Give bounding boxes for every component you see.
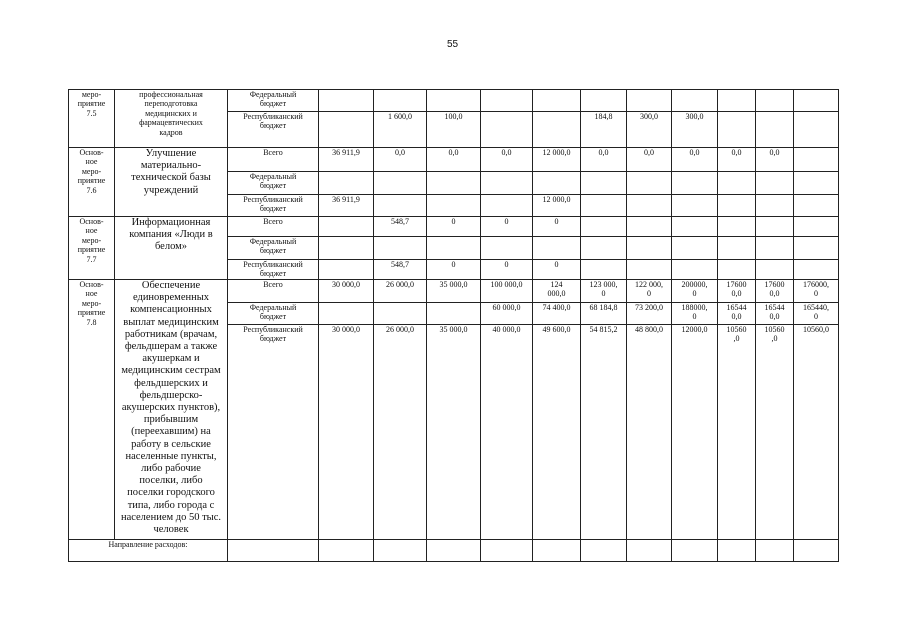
amount-cell	[672, 540, 718, 562]
measure-code: Основ- ное меро- приятие 7.7	[69, 217, 115, 280]
amount-cell	[794, 217, 839, 237]
amount-cell	[756, 112, 794, 148]
amount-cell	[794, 540, 839, 562]
measure-name: Информационная компания «Люди в белом»	[115, 217, 228, 280]
amount-cell	[672, 237, 718, 260]
amount-cell: 300,0	[627, 112, 672, 148]
amount-cell	[427, 172, 481, 195]
amount-cell: 0,0	[374, 148, 427, 172]
page-number: 55	[446, 39, 459, 50]
amount-cell	[228, 540, 319, 562]
amount-cell	[794, 195, 839, 217]
amount-cell: 60 000,0	[481, 303, 533, 325]
amount-cell	[756, 195, 794, 217]
amount-cell: 100 000,0	[481, 280, 533, 303]
amount-cell	[672, 172, 718, 195]
amount-cell: 100,0	[427, 112, 481, 148]
amount-cell: 10560 ,0	[718, 325, 756, 540]
amount-cell: 123 000, 0	[581, 280, 627, 303]
amount-cell	[718, 90, 756, 112]
measure-code: Основ- ное меро- приятие 7.8	[69, 280, 115, 540]
amount-cell	[533, 540, 581, 562]
funding-source: Федеральный бюджет	[228, 237, 319, 260]
funding-source: Всего	[228, 280, 319, 303]
amount-cell	[374, 195, 427, 217]
amount-cell	[481, 237, 533, 260]
amount-cell	[581, 217, 627, 237]
amount-cell	[581, 237, 627, 260]
amount-cell	[581, 172, 627, 195]
amount-cell	[756, 90, 794, 112]
amount-cell	[756, 217, 794, 237]
amount-cell: 200000, 0	[672, 280, 718, 303]
amount-cell	[319, 303, 374, 325]
amount-cell	[718, 237, 756, 260]
amount-cell: 49 600,0	[533, 325, 581, 540]
amount-cell: 73 200,0	[627, 303, 672, 325]
amount-cell: 26 000,0	[374, 325, 427, 540]
amount-cell: 26 000,0	[374, 280, 427, 303]
amount-cell	[627, 260, 672, 280]
amount-cell	[427, 303, 481, 325]
amount-cell	[581, 195, 627, 217]
table-row	[69, 148, 839, 172]
amount-cell	[374, 172, 427, 195]
amount-cell	[718, 112, 756, 148]
measure-name: Обеспечение единовременных компенсационных выплат медицинским работникам (врачам, фельдшерам а также акушеркам и медицинским сестрам фельдшерских и фельдшерско- акушерских пунктов), прибывшим (переехавшим) на работу в сельские населенные пункты, либо рабочие поселки, либо поселки городского типа, либо города с населением до 50 тыс. человек	[115, 280, 228, 540]
amount-cell: 10560,0	[794, 325, 839, 540]
amount-cell	[533, 237, 581, 260]
amount-cell	[718, 540, 756, 562]
amount-cell: 122 000, 0	[627, 280, 672, 303]
amount-cell: 1 600,0	[374, 112, 427, 148]
amount-cell	[319, 237, 374, 260]
amount-cell: 0,0	[581, 148, 627, 172]
amount-cell	[319, 260, 374, 280]
budget-table	[68, 89, 839, 562]
amount-cell	[794, 237, 839, 260]
amount-cell	[672, 90, 718, 112]
amount-cell: 16544 0,0	[718, 303, 756, 325]
amount-cell	[794, 172, 839, 195]
funding-source: Федеральный бюджет	[228, 90, 319, 112]
funding-source: Федеральный бюджет	[228, 303, 319, 325]
amount-cell	[427, 195, 481, 217]
amount-cell	[533, 90, 581, 112]
funding-source: Всего	[228, 148, 319, 172]
funding-source: Всего	[228, 217, 319, 237]
amount-cell: 12 000,0	[533, 195, 581, 217]
amount-cell: 17600 0,0	[718, 280, 756, 303]
amount-cell	[319, 172, 374, 195]
amount-cell: 0,0	[756, 148, 794, 172]
amount-cell: 36 911,9	[319, 148, 374, 172]
amount-cell: 188000, 0	[672, 303, 718, 325]
amount-cell	[374, 237, 427, 260]
amount-cell: 10560 ,0	[756, 325, 794, 540]
amount-cell	[794, 148, 839, 172]
amount-cell	[427, 237, 481, 260]
amount-cell	[481, 195, 533, 217]
amount-cell: 548,7	[374, 217, 427, 237]
amount-cell: 0	[427, 260, 481, 280]
amount-cell: 165440, 0	[794, 303, 839, 325]
funding-source: Республиканский бюджет	[228, 195, 319, 217]
amount-cell: 176000, 0	[794, 280, 839, 303]
amount-cell	[672, 217, 718, 237]
amount-cell	[581, 260, 627, 280]
amount-cell	[756, 237, 794, 260]
amount-cell: 0	[481, 217, 533, 237]
amount-cell	[627, 195, 672, 217]
amount-cell: 0	[427, 217, 481, 237]
amount-cell: 0	[533, 260, 581, 280]
amount-cell	[718, 217, 756, 237]
amount-cell	[794, 90, 839, 112]
funding-source: Федеральный бюджет	[228, 172, 319, 195]
table-row	[69, 90, 839, 112]
amount-cell: 548,7	[374, 260, 427, 280]
amount-cell: 30 000,0	[319, 280, 374, 303]
amount-cell: 74 400,0	[533, 303, 581, 325]
amount-cell: 0,0	[481, 148, 533, 172]
amount-cell	[756, 540, 794, 562]
measure-name: Улучшение материально- технической базы учреждений	[115, 148, 228, 217]
amount-cell	[374, 540, 427, 562]
amount-cell	[794, 260, 839, 280]
funding-source: Республиканский бюджет	[228, 112, 319, 148]
amount-cell	[627, 217, 672, 237]
amount-cell	[672, 260, 718, 280]
amount-cell	[481, 540, 533, 562]
amount-cell	[319, 540, 374, 562]
amount-cell	[374, 90, 427, 112]
amount-cell	[718, 260, 756, 280]
amount-cell	[533, 112, 581, 148]
amount-cell	[627, 540, 672, 562]
amount-cell	[718, 195, 756, 217]
directions-label: Направление расходов:	[69, 540, 228, 562]
amount-cell: 16544 0,0	[756, 303, 794, 325]
amount-cell	[581, 90, 627, 112]
amount-cell: 124 000,0	[533, 280, 581, 303]
amount-cell: 48 800,0	[627, 325, 672, 540]
amount-cell	[481, 172, 533, 195]
amount-cell	[756, 260, 794, 280]
amount-cell	[319, 112, 374, 148]
amount-cell	[481, 90, 533, 112]
amount-cell: 300,0	[672, 112, 718, 148]
amount-cell: 12000,0	[672, 325, 718, 540]
amount-cell	[374, 303, 427, 325]
amount-cell: 54 815,2	[581, 325, 627, 540]
amount-cell: 17600 0,0	[756, 280, 794, 303]
amount-cell	[627, 237, 672, 260]
amount-cell	[581, 540, 627, 562]
amount-cell	[533, 172, 581, 195]
amount-cell	[481, 112, 533, 148]
amount-cell: 0	[481, 260, 533, 280]
amount-cell: 12 000,0	[533, 148, 581, 172]
amount-cell	[319, 90, 374, 112]
amount-cell: 184,8	[581, 112, 627, 148]
amount-cell	[718, 172, 756, 195]
amount-cell: 0	[533, 217, 581, 237]
amount-cell: 0,0	[718, 148, 756, 172]
amount-cell: 35 000,0	[427, 325, 481, 540]
amount-cell	[756, 172, 794, 195]
table-row	[69, 217, 839, 237]
measure-name: профессиональная переподготовка медицинских и фармацевтических кадров	[115, 90, 228, 148]
amount-cell	[427, 540, 481, 562]
measure-code: меро- приятие 7.5	[69, 90, 115, 148]
amount-cell: 36 911,9	[319, 195, 374, 217]
amount-cell	[319, 217, 374, 237]
funding-source: Республиканский бюджет	[228, 325, 319, 540]
funding-source: Республиканский бюджет	[228, 260, 319, 280]
table-row	[69, 280, 839, 303]
amount-cell: 0,0	[627, 148, 672, 172]
table-row	[69, 540, 839, 562]
amount-cell	[427, 90, 481, 112]
measure-code: Основ- ное меро- приятие 7.6	[69, 148, 115, 217]
amount-cell	[672, 195, 718, 217]
amount-cell: 35 000,0	[427, 280, 481, 303]
amount-cell: 0,0	[672, 148, 718, 172]
amount-cell: 40 000,0	[481, 325, 533, 540]
amount-cell	[794, 112, 839, 148]
amount-cell	[627, 90, 672, 112]
amount-cell	[627, 172, 672, 195]
amount-cell: 30 000,0	[319, 325, 374, 540]
amount-cell: 68 184,8	[581, 303, 627, 325]
amount-cell: 0,0	[427, 148, 481, 172]
